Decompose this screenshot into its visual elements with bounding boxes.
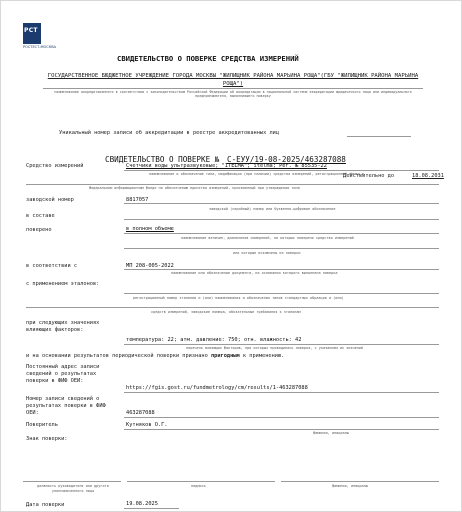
verified-line xyxy=(124,233,439,234)
factors-value: температура: 22; атм. давление: 750; отн. влажность: 42 xyxy=(126,337,302,343)
certificate-label: СВИДЕТЕЛЬСТВО О ПОВЕРКЕ № xyxy=(105,155,220,164)
verifier-caption: фамилия, инициалы xyxy=(313,431,349,435)
record-line xyxy=(124,417,439,418)
standards-caption: регистрационный номер эталонов и (или) наименования и обозначения типов стандартных образцов и (или) xyxy=(133,296,344,300)
serial-line xyxy=(124,203,439,204)
standards-label: с применением эталонов: xyxy=(26,281,100,287)
fund-line xyxy=(26,184,439,185)
standards-line xyxy=(124,293,439,294)
date-value: 19.08.2025 xyxy=(126,501,158,507)
valid-until-label: Действительно до xyxy=(343,173,395,179)
position-line xyxy=(23,481,121,482)
accreditation-label: Уникальный номер записи об аккредитации в реестре аккредитованных лиц xyxy=(59,130,280,136)
result-prefix: и на основании результатов периодической поверки признано xyxy=(26,353,208,359)
certificate-number: С-ЕУУ/19-08-2025/463287088 xyxy=(227,155,346,164)
verified-label: поверено xyxy=(26,227,52,233)
valid-until-date: 18.08.2031 xyxy=(412,173,444,179)
means-caption: средств измерений, заводские номера, обязательные требования к эталонам xyxy=(151,310,301,314)
organization-caption: наименование аккредитованного в соответствии с законодательством Российской Федерации об аккредитации в национальной системе аккредитации юридического лица или индивидуального предпринимателя, выполнившего поверку xyxy=(54,90,412,99)
composition-label: в составе xyxy=(26,213,55,219)
serial-value: 8817057 xyxy=(126,197,149,203)
name-line xyxy=(281,481,439,482)
fund-caption: Федеральном информационном фонде по обеспечению единства измерений, присвоенный при утверждении типа xyxy=(89,186,300,190)
date-label: Дата поверки xyxy=(26,502,65,508)
fgis-link[interactable]: https://fgis.gost.ru/fundmetrology/cm/results/1-463287088 xyxy=(126,385,308,391)
verified-caption: наименование величин, диапазонов измерений, на которых поверено средство измерений xyxy=(181,236,354,240)
logo-subtitle: РОСТЕСТ-МОСКВА xyxy=(23,45,57,49)
instrument-label: Средство измерений xyxy=(26,163,84,169)
record-label: Номер записи сведений о результатах поверки в ФИФ ОЕИ: xyxy=(26,396,106,416)
logo-mark-text: PCT xyxy=(24,27,38,34)
document-title: СВИДЕТЕЛЬСТВО О ПОВЕРКЕ СРЕДСТВА ИЗМЕРЕНИЙ xyxy=(117,54,299,63)
verified-value: в полном объеме xyxy=(126,226,174,232)
mark-label: Знак поверки: xyxy=(26,436,68,442)
composition-line xyxy=(124,219,439,220)
result-suffix: к применению. xyxy=(242,353,285,359)
instrument-line xyxy=(124,170,439,171)
factors-line xyxy=(124,344,439,345)
signature-line xyxy=(127,481,275,482)
accreditation-line xyxy=(347,136,411,137)
accordance-line xyxy=(124,269,439,270)
serial-label: заводской номер xyxy=(26,197,74,203)
result-status: пригодным xyxy=(210,353,240,359)
means-line xyxy=(26,307,439,308)
factors-caption: перечень влияющих факторов, при которых проводилась поверка, с указанием их значений xyxy=(186,346,364,350)
excluded-caption: или которые исключены из поверки xyxy=(233,251,301,255)
signature-caption: подпись xyxy=(191,484,206,488)
fgis-label: Постоянный адрес записи сведений о результатах поверки в ФИФ ОЕИ: xyxy=(26,364,100,384)
verifier-label: Поверитель xyxy=(26,422,58,428)
position-caption: должность руководителя или другого уполномоченного лица xyxy=(37,484,109,493)
result-line-text xyxy=(26,353,284,359)
excluded-line xyxy=(124,248,439,249)
org-underline xyxy=(43,88,423,89)
accordance-caption: наименование или обозначение документа, на основании которого выполнена поверка xyxy=(171,271,338,275)
name-caption: фамилия, инициалы xyxy=(332,484,368,488)
verifier-value: Кутняков О.Г. xyxy=(126,422,168,428)
organization-name: ГОСУДАРСТВЕННОЕ БЮДЖЕТНОЕ УЧРЕЖДЕНИЕ ГОРОДА МОСКВЫ "ЖИЛИЩНИК РАЙОНА МАРЬИНА РОЩА"(ГБУ "ЖИЛИЩНИК РАЙОНА МАРЬИНА РОЩА") xyxy=(47,73,419,87)
verifier-line xyxy=(124,429,439,430)
date-line xyxy=(124,508,179,509)
factors-label: при следующих значениях влияющих факторов: xyxy=(26,320,100,333)
record-value: 463287088 xyxy=(126,410,155,416)
fgis-line xyxy=(124,392,439,393)
instrument-value: Счетчики воды ультразвуковые; "ITELMA"; itelma; Рег. № 85535-22 xyxy=(126,163,327,169)
accordance-label: в соответствии с xyxy=(26,263,78,269)
accordance-value: МП 208-005-2022 xyxy=(126,263,174,269)
serial-caption: заводской (серийный) номер или буквенно-цифровое обозначение xyxy=(209,207,336,211)
instrument-caption: наименование и обозначение типа, модификация (при наличии) средства измерений, регистрационный номер в xyxy=(149,172,364,176)
